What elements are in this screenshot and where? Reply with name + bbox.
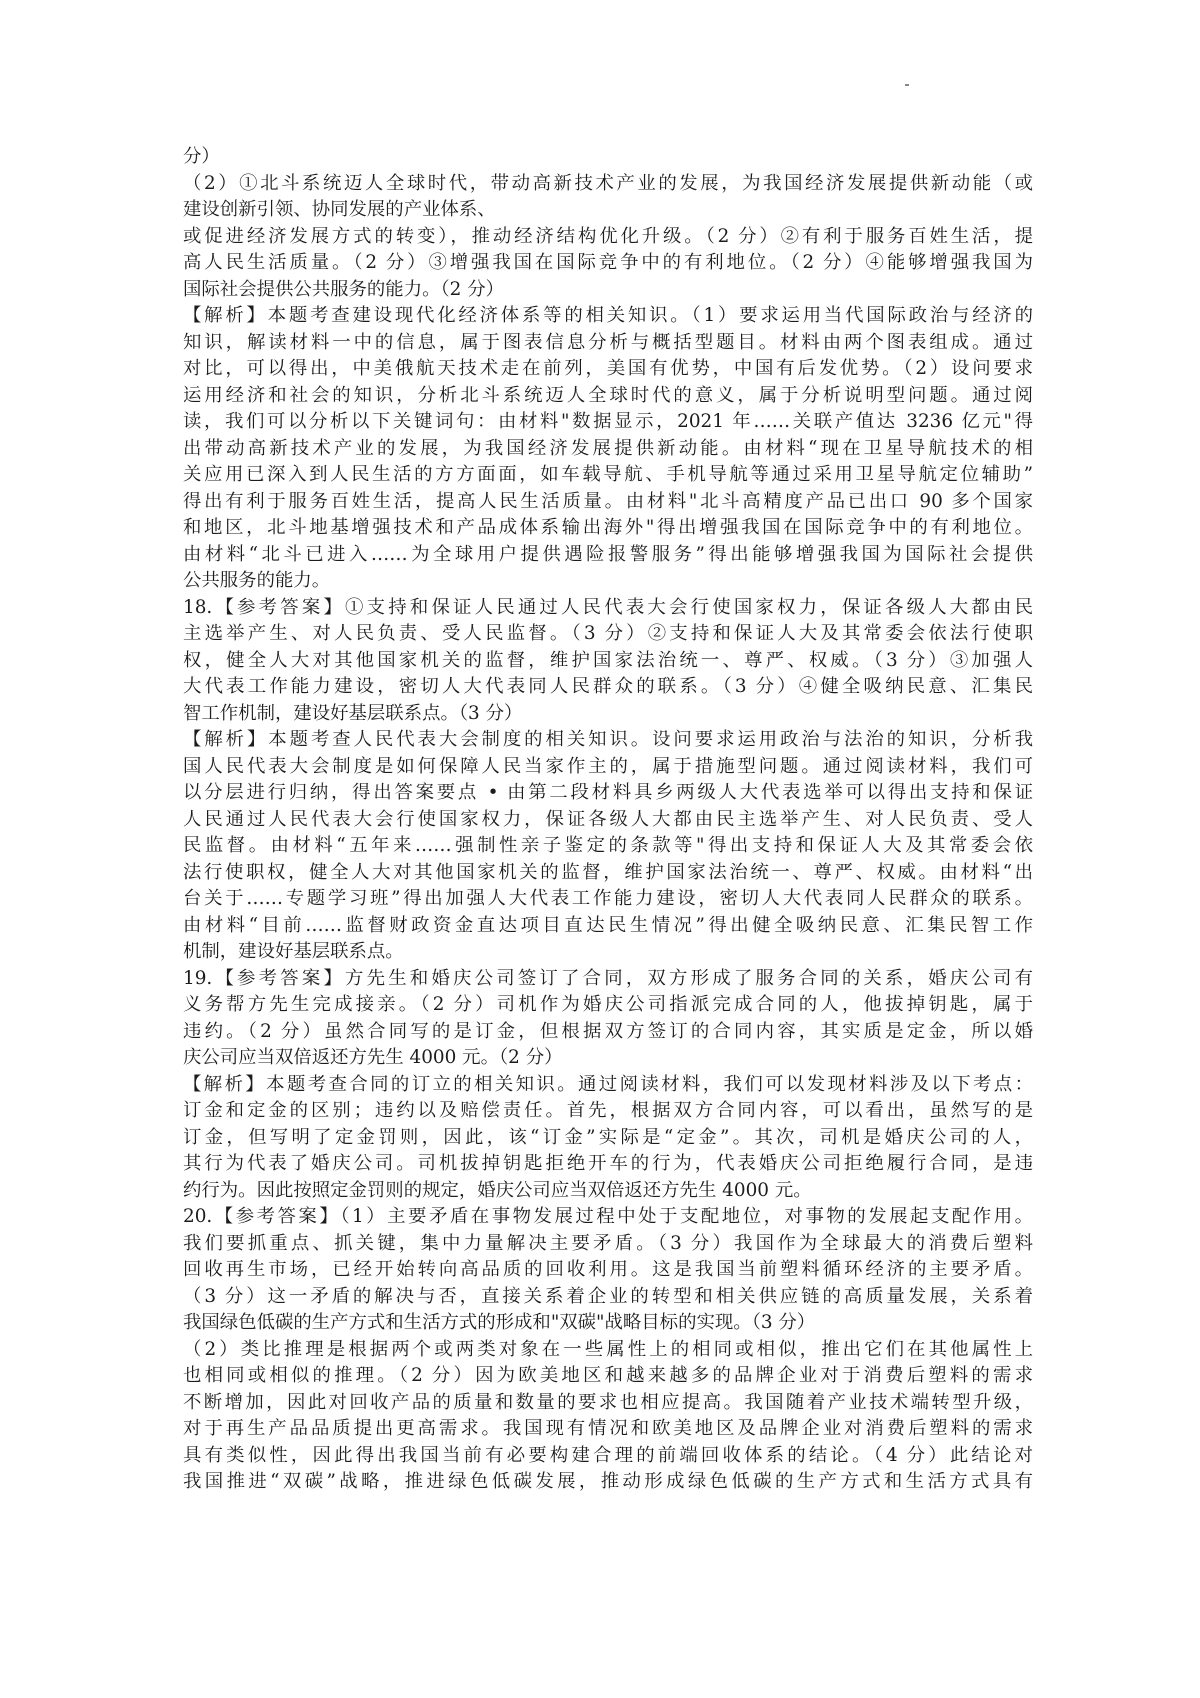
text-line: 大代表工作能力建设，密切人大代表同人民群众的联系。（3 分）④健全吸纳民意、汇集民 — [183, 676, 1033, 697]
text-line: 高人民生活质量。（2 分）③增强我国在国际竞争中的有利地位。（2 分）④能够增强我国为 — [183, 252, 1033, 273]
text-line: 和地区，北斗地基增强技术和产品成体系输出海外"得出增强我国在国际竞争中的有利地位。 — [183, 517, 1033, 538]
text-line: 庆公司应当双倍返还方先生 4000 元。（2 分） — [183, 1047, 563, 1068]
text-line: 回收再生市场，已经开始转向高品质的回收利用。这是我国当前塑料循环经济的主要矛盾。 — [183, 1259, 1033, 1280]
text-line: 知识，解读材料一中的信息，属于图表信息分析与概括型题目。材料由两个图表组成。通过 — [183, 331, 1033, 353]
text-line: （3 分）这一矛盾的解决与否，直接关系着企业的转型和相关供应链的高质量发展，关系着 — [183, 1285, 1033, 1307]
text-line: 台关于……专题学习班”得出加强人大代表工作能力建设，密切人大代表同人民群众的联系。 — [183, 888, 1033, 909]
text-line: 【解析】本题考查人民代表大会制度的相关知识。设问要求运用政治与法治的知识，分析我 — [183, 729, 1033, 750]
text-line: 20.【参考答案】（1）主要矛盾在事物发展过程中处于支配地位，对事物的发展起支配作用。 — [183, 1206, 1033, 1227]
text-line: 国际社会提供公共服务的能力。（2 分） — [183, 278, 504, 300]
text-line: 智工作机制，建设好基层联系点。（3 分） — [183, 702, 523, 724]
text-line: 违约。（2 分）虽然合同写的是订金，但根据双方签订的合同内容，其实质是定金，所以婚 — [183, 1020, 1033, 1042]
text-line: 国人民代表大会制度是如何保障人民当家作主的，属于措施型问题。通过阅读材料，我们可 — [183, 755, 1033, 777]
text-line: 其行为代表了婚庆公司。司机拔掉钥匙拒绝开车的行为，代表婚庆公司拒绝履行合同，是违 — [183, 1153, 1033, 1174]
text-line: 订金，但写明了定金罚则，因此，该“订金”实际是“定金”。其次，司机是婚庆公司的人， — [183, 1126, 1033, 1148]
text-line: （2）类比推理是根据两个或两类对象在一些属性上的相同或相似，推出它们在其他属性上 — [183, 1338, 1033, 1360]
text-line: 【解析】本题考查合同的订立的相关知识。通过阅读材料，我们可以发现材料涉及以下考点： — [183, 1073, 1033, 1095]
text-line: 主选举产生、对人民负责、受人民监督。（3 分）②支持和保证人大及其常委会依法行使职 — [183, 623, 1033, 644]
scan-mark — [905, 84, 909, 86]
document-body — [183, 144, 1033, 1496]
text-line: 订金和定金的区别；违约以及赔偿责任。首先，根据双方合同内容，可以看出，虽然写的是 — [183, 1100, 1033, 1121]
text-line: 出带动高新技术产业的发展，为我国经济发展提供新动能。由材料“现在卫星导航技术的相 — [183, 437, 1033, 459]
text-line: 约行为。因此按照定金罚则的规定，婚庆公司应当双倍返还方先生 4000 元。 — [183, 1179, 812, 1201]
text-line: 关应用已深入到人民生活的方方面面，如车载导航、手机导航等通过采用卫星导航定位辅助” — [183, 464, 1033, 485]
text-line: 读，我们可以分析以下关键词句：由材料"数据显示，2021 年……关联产值达 3236 亿元"得 — [183, 411, 1033, 432]
text-line: 运用经济和社会的知识，分析北斗系统迈人全球时代的意义，属于分析说明型问题。通过阅 — [183, 384, 1033, 406]
text-line: 以分层进行归纳，得出答案要点 • 由第二段材料具乡两级人大代表选举可以得出支持和保证 — [183, 782, 1033, 803]
text-line: 也相同或相似的推理。（2 分）因为欧美地区和越来越多的品牌企业对于消费后塑料的需求 — [183, 1365, 1033, 1386]
text-line: 法行使职权，健全人大对其他国家机关的监督，维护国家法治统一、尊严、权威。由材料“出 — [183, 861, 1033, 883]
text-line: 民监督。由材料“五年来……强制性亲子鉴定的条款等"得出支持和保证人大及其常委会依 — [183, 835, 1033, 856]
text-line: 机制，建设好基层联系点。 — [183, 941, 404, 962]
text-line: 我们要抓重点、抓关键，集中力量解决主要矛盾。（3 分）我国作为全球最大的消费后塑料 — [183, 1232, 1033, 1254]
text-line: 公共服务的能力。 — [183, 570, 331, 591]
text-line: 对于再生产品品质提出更高需求。我国现有情况和欧美地区及品牌企业对消费后塑料的需求 — [183, 1418, 1033, 1439]
text-line: （2）①北斗系统迈人全球时代，带动高新技术产业的发展，为我国经济发展提供新动能（或 — [183, 172, 1033, 194]
text-line: 由材料“北斗已进入……为全球用户提供遇险报警服务”得出能够增强我国为国际社会提供 — [183, 543, 1033, 565]
text-line: 【解析】本题考查建设现代化经济体系等的相关知识。（1）要求运用当代国际政治与经济的 — [183, 305, 1033, 326]
text-line: 我国绿色低碳的生产方式和生活方式的形成和"双碳"战略目标的实现。（3 分） — [183, 1312, 816, 1333]
text-line: 18.【参考答案】①支持和保证人民通过人民代表大会行使国家权力，保证各级人大都由民 — [183, 596, 1033, 618]
text-line: 由材料“目前……监督财政资金直达项目直达民生情况”得出健全吸纳民意、汇集民智工作 — [183, 914, 1033, 936]
text-line: 分） — [183, 146, 220, 167]
text-line: 不断增加，因此对回收产品的质量和数量的要求也相应提高。我国随着产业技术端转型升级， — [183, 1391, 1033, 1413]
text-line: 对比，可以得出，中美俄航天技术走在前列，美国有优势，中国有后发优势。（2）设问要求 — [183, 358, 1033, 379]
text-line: 义务帮方先生完成接亲。（2 分）司机作为婚庆公司指派完成合同的人，他拔掉钥匙，属于 — [183, 994, 1033, 1015]
text-line: 权，健全人大对其他国家机关的监督，维护国家法治统一、尊严、权威。（3 分）③加强人 — [183, 649, 1033, 671]
text-line: 建设创新引领、协同发展的产业体系、 — [183, 199, 496, 220]
text-line: 具有类似性，因此得出我国当前有必要构建合理的前端回收体系的结论。（4 分）此结论对 — [183, 1444, 1033, 1466]
text-line: 得出有利于服务百姓生活，提高人民生活质量。由材料"北斗高精度产品已出口 90 多个国家 — [183, 490, 1033, 512]
text-line: 19.【参考答案】方先生和婚庆公司签订了合同，双方形成了服务合同的关系，婚庆公司有 — [183, 967, 1033, 989]
text-line: 我国推进“双碳”战略，推进绿色低碳发展，推动形成绿色低碳的生产方式和生活方式具有 — [183, 1471, 1033, 1492]
text-line: 或促进经济发展方式的转变），推动经济结构优化升级。（2 分）②有利于服务百姓生活，提 — [183, 225, 1033, 247]
text-line: 人民通过人民代表大会行使国家权力，保证各级人大都由民主选举产生、对人民负责、受人 — [183, 808, 1033, 830]
